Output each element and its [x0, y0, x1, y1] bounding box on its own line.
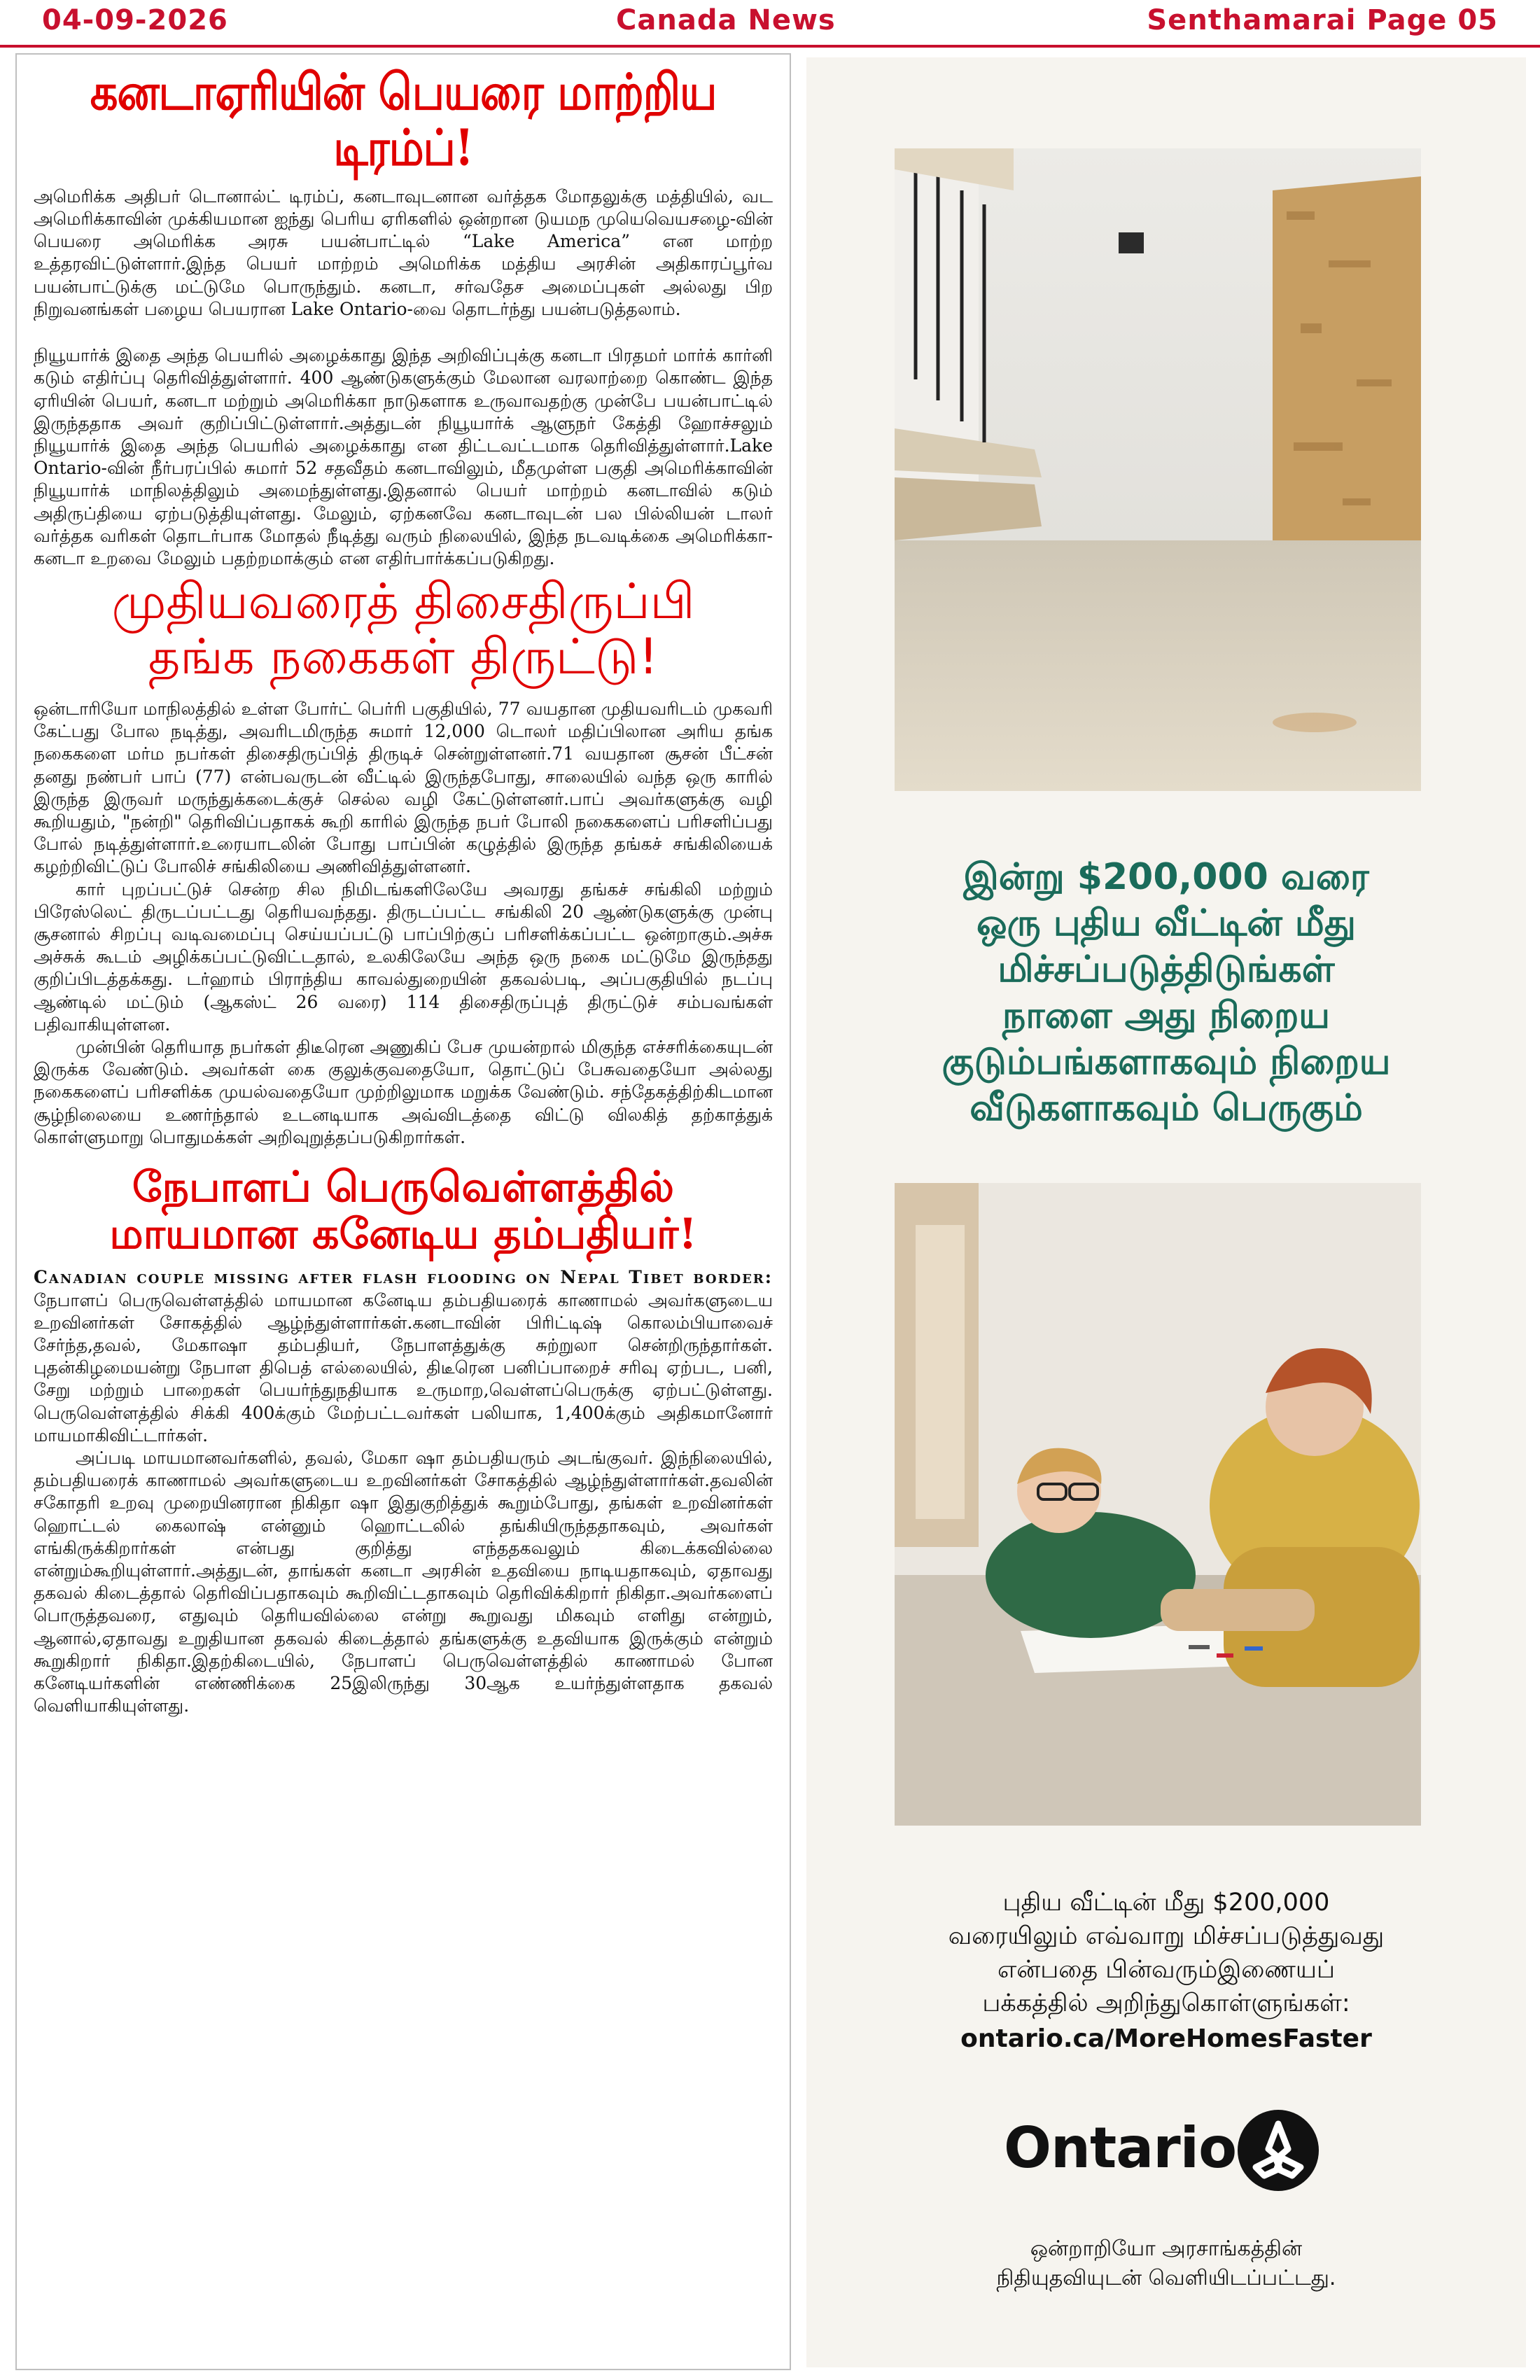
page-header — [0, 0, 1540, 49]
paper-page: Senthamarai Page 05 — [1147, 4, 1498, 36]
tagline-line: இன்று $200,000 வரை — [963, 856, 1369, 898]
info-line: என்பதை பின்வரும்இணையப் — [997, 1956, 1336, 1984]
section-name: Canada News — [616, 4, 836, 36]
ontario-logo-text: Ontario — [1004, 2115, 1237, 2180]
article3-paragraph-2: அப்படி மாயமானவர்களில், தவல், மேகா ஷா தம்பதியரும் அடங்குவர். இந்நிலையில், தம்பதியரைக் காணாமல் அவர்களுடைய உறவினர்கள் சோகத்தில் ஆழ்ந்துள்ளார்கள்.தவலின் சகோதரி உறவு முறையினரான நிகிதா ஷா இதுகுறித்துக் கூறும்போது, தங்கள் உறவினர்கள் ஹொட்டல் கைலாஷ் என்னும் ஹொட்டலில் தங்கியிருந்ததாகவும், அவர்கள் எங்கிருக்கிறார்கள் என்பது குறித்து எந்ததகவலும் கிடைக்கவில்லை என்றும்கூறியுள்ளார்.அத்துடன், தாங்கள் கனடா அரசின் உதவியை நாடியதாகவும், ஏதாவது தகவல் கிடைத்தால் தெரிவிப்பதாகவும் கூறிவிட்டதாகவும் தெரிவிக்கிறார் நிகிதா.அவர்களைப் பொருத்தவரை, எதுவும் தெரியவில்லை என்று கூறுவது மிகவும் எளிது என்றும், ஆனால்,ஏதாவது உறுதியான தகவல் கிடைத்தால் தங்களுக்கு உதவியாக இருக்கும் என்றும் கூறுகிறார் நிகிதா.இதற்கிடையில், நேபாளப் பெருவெள்ளத்தில் காணாமல் போன கனேடியர்களின் எண்ணிக்கை 25இலிருந்து 30ஆக உயர்ந்துள்ளதாக தகவல் வெளியாகியுள்ளது. — [34, 1447, 773, 1716]
ad-url-link[interactable]: ontario.ca/MoreHomesFaster — [960, 2024, 1372, 2053]
info-line: பக்கத்தில் அறிந்துகொள்ளுங்கள்: — [982, 1989, 1350, 2017]
article2-paragraph-3: முன்பின் தெரியாத நபர்கள் திடீரென அணுகிப் பேச முயன்றால் மிகுந்த எச்சரிக்கையுடன் இருக்க வேண்டும். அவர்கள் கை குலுக்குவதையோ, தொட்டுப் பேசுவதையோ அல்லது நகைகளைப் பரிசளிக்க முயல்வதையோ முற்றிலுமாக மறுக்க வேண்டும். சந்தேகத்திற்கிடமான சூழ்நிலையை உணர்ந்தால் உடனடியாக அவ்விடத்தை விட்டு விலகித் தற்காத்துக் கொள்ளுமாறு பொதுமக்கள் அறிவுறுத்தப்படுகிறார்கள். — [34, 1036, 773, 1147]
trillium-icon — [1236, 2108, 1320, 2192]
tagline-line: நாளை அது நிறைய — [1002, 995, 1330, 1037]
article3-headline-line1: நேபாளப் பெருவெள்ளத்தில் — [132, 1162, 675, 1212]
ad-credit — [806, 2234, 1526, 2293]
issue-date: 04-09-2026 — [42, 4, 228, 36]
info-line: வரையிலும் எவ்வாறு மிச்சப்படுத்துவது — [948, 1922, 1385, 1950]
staircase-photo — [895, 148, 1421, 791]
article1-paragraph-2: நியூயார்க் இதை அந்த பெயரில் அழைக்காது இந்த அறிவிப்புக்கு கனடா பிரதமர் மார்க் கார்னி கடும் எதிர்ப்பு தெரிவித்துள்ளார். 400 ஆண்டுகளுக்கும் மேலான வரலாற்றை கொண்ட இந்த ஏரியின் பெயர், கனடா மற்றும் அமெரிக்கா நாடுகளாக உருவாவதற்கு முன்பே பயன்பாட்டில் இருந்ததாக அவர் குறிப்பிட்டுள்ளார்.அத்துடன் நியூயார்க் ஆளுநர் கேத்தி ஹோச்சலும் நியூயார்க் இதை அந்த பெயரில் அழைக்காது என திட்டவட்டமாக தெரிவித்துள்ளார்.Lake Ontario-வின் நீர்பரப்பில் சுமார் 52 சதவீதம் கனடாவிலும், மீதமுள்ள பகுதி அமெரிக்காவின் நியூயார்க் மாநிலத்திலும் அமைந்துள்ளது.இதனால் பெயர் மாற்றம் கனடாவில் கடும் அதிருப்தியை ஏற்படுத்தியுள்ளது. மேலும், ஏற்கனவே கனடாவுடன் பல பில்லியன் டாலர் வர்த்தக வரிகள் தொடர்பாக மோதல் நீடித்து வரும் நிலையில், இந்த நடவடிக்கை அமெரிக்கா-கனடா உறவை மேலும் பதற்றமாக்கும் என எதிர்பார்க்கப்படுகிறது. — [34, 345, 773, 568]
ad-info-text — [876, 1886, 1456, 2020]
tagline-line: மிச்சப்படுத்திடுங்கள் — [997, 948, 1335, 990]
info-line: புதிய வீட்டின் மீது $200,000 — [1002, 1889, 1330, 1917]
tagline-line: ஒரு புதிய வீட்டின் மீது — [976, 902, 1356, 944]
header-rule — [0, 45, 1540, 48]
article1-paragraph-1: அமெரிக்க அதிபர் டொனால்ட் டிரம்ப், கனடாவுடனான வர்த்தக மோதலுக்கு மத்தியில், வட அமெரிக்காவின் முக்கியமான ஐந்து பெரிய ஏரிகளில் ஒன்றான டுயமந முயெவெயசழை-வின் பெயரை அமெரிக்க அரசு பயன்பாட்டில் “Lake America” என மாற்ற உத்தரவிட்டுள்ளார்.இந்த பெயர் மாற்றம் அமெரிக்க மத்திய அரசின் அதிகாரப்பூர்வ பயன்பாட்டுக்கு மட்டுமே பொருந்தும். கனடா, சர்வதேச அமைப்புகள் அல்லது பிற நிறுவனங்கள் பழைய பெயரான Lake Ontario-வை தொடர்ந்து பயன்படுத்தலாம். — [34, 186, 773, 319]
article2-paragraph-1: ஒன்டாரியோ மாநிலத்தில் உள்ள போர்ட் பெர்ரி பகுதியில், 77 வயதான முதியவரிடம் முகவரி கேட்பது போல நடித்து, அவரிடமிருந்த சுமார் 12,000 டொலர் மதிப்பிலான அரிய தங்க நகைகளை மர்ம நபர்கள் திசைதிருப்பித் திருடிச் சென்றுள்ளனர்.71 வயதான சூசன் பீட்சன் தனது நண்பர் பாப் (77) என்பவருடன் வீட்டில் இருந்தபோது, சாலையில் வந்த ஒரு காரில் இருந்த இருவர் மருந்துக்கடைக்குச் செல்ல வழி கேட்டுள்ளனர்.பாப் அவர்களுக்கு வழி கூறியதும், "நன்றி" தெரிவிப்பதாகக் கூறி காரில் இருந்த நபர் போலி நகைகளைப் பரிசளிப்பது போல் நடித்துள்ளார்.உரையாடலின் போது பாப்பின் கழுத்தில் இருந்த தங்கச் சங்கிலியைக் கழற்றிவிட்டுப் போலிச் சங்கிலியை அணிவித்துள்ளனர். — [34, 698, 773, 877]
article3-headline-line2: மாயமான கனேடிய தம்பதியர்! — [109, 1210, 697, 1259]
family-photo — [895, 1183, 1421, 1826]
article3-paragraph-1 — [34, 1266, 773, 1447]
tagline-line: வீடுகளாகவும் பெருகும் — [969, 1087, 1363, 1129]
ontario-logo — [1004, 2108, 1326, 2192]
article3-english-lead: Canadian couple missing after flash flooding on Nepal Tibet border: — [34, 1267, 773, 1288]
credit-line: நிதியுதவியுடன் வெளியிடப்பட்டது. — [996, 2266, 1336, 2290]
credit-line: ஒன்றாறியோ அரசாங்கத்தின் — [1030, 2236, 1303, 2261]
article1-headline: கனடாஏரியின் பெயரை மாற்றிய டிரம்ப்! — [90, 62, 717, 178]
paragraph-gap — [34, 321, 773, 344]
article2-headline-line2: தங்க நகைகள் திருட்டு! — [148, 627, 659, 685]
article3-paragraph-1-text: நேபாளப் பெருவெள்ளத்தில் மாயமான கனேடிய தம்பதியரைக் காணாமல் அவர்களுடைய உறவினர்கள் சோகத்தில் ஆழ்ந்துள்ளார்கள்.கனடாவின் பிரிட்டிஷ் கொலம்பியாவைச் சேர்ந்த,தவல், மேகாஷா தம்பதியர், நேபாளத்துக்கு சுற்றுலா சென்றிருந்தார்கள். புதன்கிழமையன்று நேபாள திபெத் எல்லையில், திடீரென பனிப்பாறைச் சரிவு ஏற்பட, பனி, சேறு மற்றும் பாறைகள் பெயர்ந்துநதியாக உருமாற,வெள்ளப்பெருக்கு ஏற்பட்டுள்ளது. பெருவெள்ளத்தில் சிக்கி 400க்கும் மேற்பட்டவர்கள் பலியாக, 1,400க்கும் அதிகமானோர் மாயமாகிவிட்டார்கள். — [34, 1289, 773, 1446]
ad-tagline — [806, 854, 1526, 1131]
article3-headline — [34, 1164, 773, 1258]
article2-headline — [34, 574, 773, 684]
ontario-advertisement — [806, 57, 1526, 2367]
article2-paragraph-2: கார் புறப்பட்டுச் சென்ற சில நிமிடங்களிலேயே அவரது தங்கச் சங்கிலி மற்றும் பிரேஸ்லெட் திருடப்பட்டது தெரியவந்தது. திருடப்பட்ட சங்கிலி 20 ஆண்டுகளுக்கு முன்பு சூசனால் சிறப்பு வடிவமைப்பு செய்யப்பட்டு பாப்பிற்குப் பரிசளிக்கப்பட்ட ஒன்றாகும்.அச்சு அச்சுக் கூடம் அழிக்கப்பட்டுவிட்டதால், உலகிலேயே அந்த ஒரு நகை மட்டுமே இருந்தது குறிப்பிடத்தக்கது. டர்ஹாம் பிராந்திய காவல்துறையின் தகவல்படி, அப்பகுதியில் நடப்பு ஆண்டில் மட்டும் (ஆகஸ்ட் 26 வரை) 114 திசைதிருப்புத் திருட்டுச் சம்பவங்கள் பதிவாகியுள்ளன. — [34, 878, 773, 1035]
news-column — [15, 53, 791, 2370]
tagline-line: குடும்பங்களாகவும் நிறைய — [941, 1041, 1391, 1083]
article2-headline-line1: முதியவரைத் திசைதிருப்பி — [111, 573, 695, 631]
